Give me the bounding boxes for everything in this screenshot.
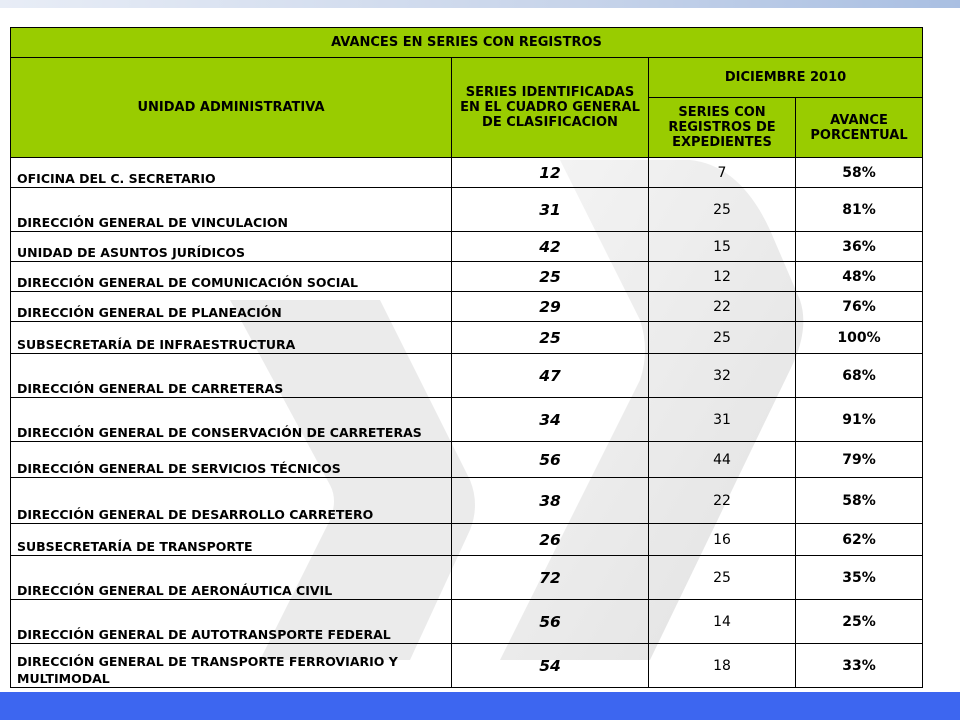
series-count-cell: 56	[452, 600, 649, 644]
table-row	[11, 158, 923, 188]
percent-cell: 33%	[796, 644, 923, 688]
header-registered: SERIES CON REGISTROS DE EXPEDIENTES	[649, 98, 796, 158]
table-row	[11, 354, 923, 398]
table-body	[11, 158, 923, 688]
series-count-cell: 25	[452, 322, 649, 354]
registered-count-cell: 32	[649, 354, 796, 398]
registered-count-cell: 31	[649, 398, 796, 442]
series-count-cell: 31	[452, 188, 649, 232]
percent-cell: 100%	[796, 322, 923, 354]
table-row	[11, 322, 923, 354]
header-series: SERIES IDENTIFICADAS EN EL CUADRO GENERAL DE CLASIFICACION	[452, 58, 649, 158]
registered-count-cell: 22	[649, 478, 796, 524]
registered-count-cell: 12	[649, 262, 796, 292]
series-count-cell: 34	[452, 398, 649, 442]
series-count-cell: 42	[452, 232, 649, 262]
series-count-cell: 56	[452, 442, 649, 478]
percent-cell: 25%	[796, 600, 923, 644]
registered-count-cell: 22	[649, 292, 796, 322]
table-row	[11, 442, 923, 478]
unit-name-cell: OFICINA DEL C. SECRETARIO	[11, 158, 452, 188]
unit-name-cell: DIRECCIÓN GENERAL DE AERONÁUTICA CIVIL	[11, 556, 452, 600]
unit-name-cell: DIRECCIÓN GENERAL DE AUTOTRANSPORTE FEDERAL	[11, 600, 452, 644]
records-progress-table	[10, 27, 923, 688]
percent-cell: 62%	[796, 524, 923, 556]
unit-name-cell: DIRECCIÓN GENERAL DE CARRETERAS	[11, 354, 452, 398]
registered-count-cell: 44	[649, 442, 796, 478]
header-period: DICIEMBRE 2010	[649, 58, 923, 98]
registered-count-cell: 25	[649, 188, 796, 232]
registered-count-cell: 25	[649, 556, 796, 600]
unit-name-cell: DIRECCIÓN GENERAL DE TRANSPORTE FERROVIARIO Y MULTIMODAL	[11, 644, 452, 688]
series-count-cell: 72	[452, 556, 649, 600]
percent-cell: 81%	[796, 188, 923, 232]
series-count-cell: 29	[452, 292, 649, 322]
table-row	[11, 398, 923, 442]
unit-name-cell: DIRECCIÓN GENERAL DE SERVICIOS TÉCNICOS	[11, 442, 452, 478]
unit-name-cell: DIRECCIÓN GENERAL DE COMUNICACIÓN SOCIAL	[11, 262, 452, 292]
percent-cell: 48%	[796, 262, 923, 292]
series-count-cell: 38	[452, 478, 649, 524]
table-row	[11, 292, 923, 322]
unit-name-cell: DIRECCIÓN GENERAL DE PLANEACIÓN	[11, 292, 452, 322]
unit-name-cell: SUBSECRETARÍA DE INFRAESTRUCTURA	[11, 322, 452, 354]
percent-cell: 36%	[796, 232, 923, 262]
bottom-decorative-band	[0, 692, 960, 720]
table-row	[11, 262, 923, 292]
percent-cell: 58%	[796, 158, 923, 188]
series-count-cell: 25	[452, 262, 649, 292]
header-percent: AVANCE PORCENTUAL	[796, 98, 923, 158]
header-unit: UNIDAD ADMINISTRATIVA	[11, 58, 452, 158]
registered-count-cell: 25	[649, 322, 796, 354]
table-row	[11, 556, 923, 600]
unit-name-cell: DIRECCIÓN GENERAL DE CONSERVACIÓN DE CARRETERAS	[11, 398, 452, 442]
percent-cell: 79%	[796, 442, 923, 478]
table-row	[11, 232, 923, 262]
unit-name-cell: UNIDAD DE ASUNTOS JURÍDICOS	[11, 232, 452, 262]
percent-cell: 68%	[796, 354, 923, 398]
table-row	[11, 600, 923, 644]
table-title: AVANCES EN SERIES CON REGISTROS	[11, 28, 923, 58]
registered-count-cell: 7	[649, 158, 796, 188]
table-row	[11, 188, 923, 232]
registered-count-cell: 15	[649, 232, 796, 262]
unit-name-cell: DIRECCIÓN GENERAL DE DESARROLLO CARRETERO	[11, 478, 452, 524]
percent-cell: 58%	[796, 478, 923, 524]
table-row	[11, 644, 923, 688]
series-count-cell: 26	[452, 524, 649, 556]
registered-count-cell: 18	[649, 644, 796, 688]
unit-name-cell: SUBSECRETARÍA DE TRANSPORTE	[11, 524, 452, 556]
percent-cell: 91%	[796, 398, 923, 442]
percent-cell: 35%	[796, 556, 923, 600]
registered-count-cell: 16	[649, 524, 796, 556]
table-row	[11, 524, 923, 556]
percent-cell: 76%	[796, 292, 923, 322]
series-count-cell: 54	[452, 644, 649, 688]
registered-count-cell: 14	[649, 600, 796, 644]
series-count-cell: 12	[452, 158, 649, 188]
series-count-cell: 47	[452, 354, 649, 398]
table-row	[11, 478, 923, 524]
unit-name-cell: DIRECCIÓN GENERAL DE VINCULACION	[11, 188, 452, 232]
